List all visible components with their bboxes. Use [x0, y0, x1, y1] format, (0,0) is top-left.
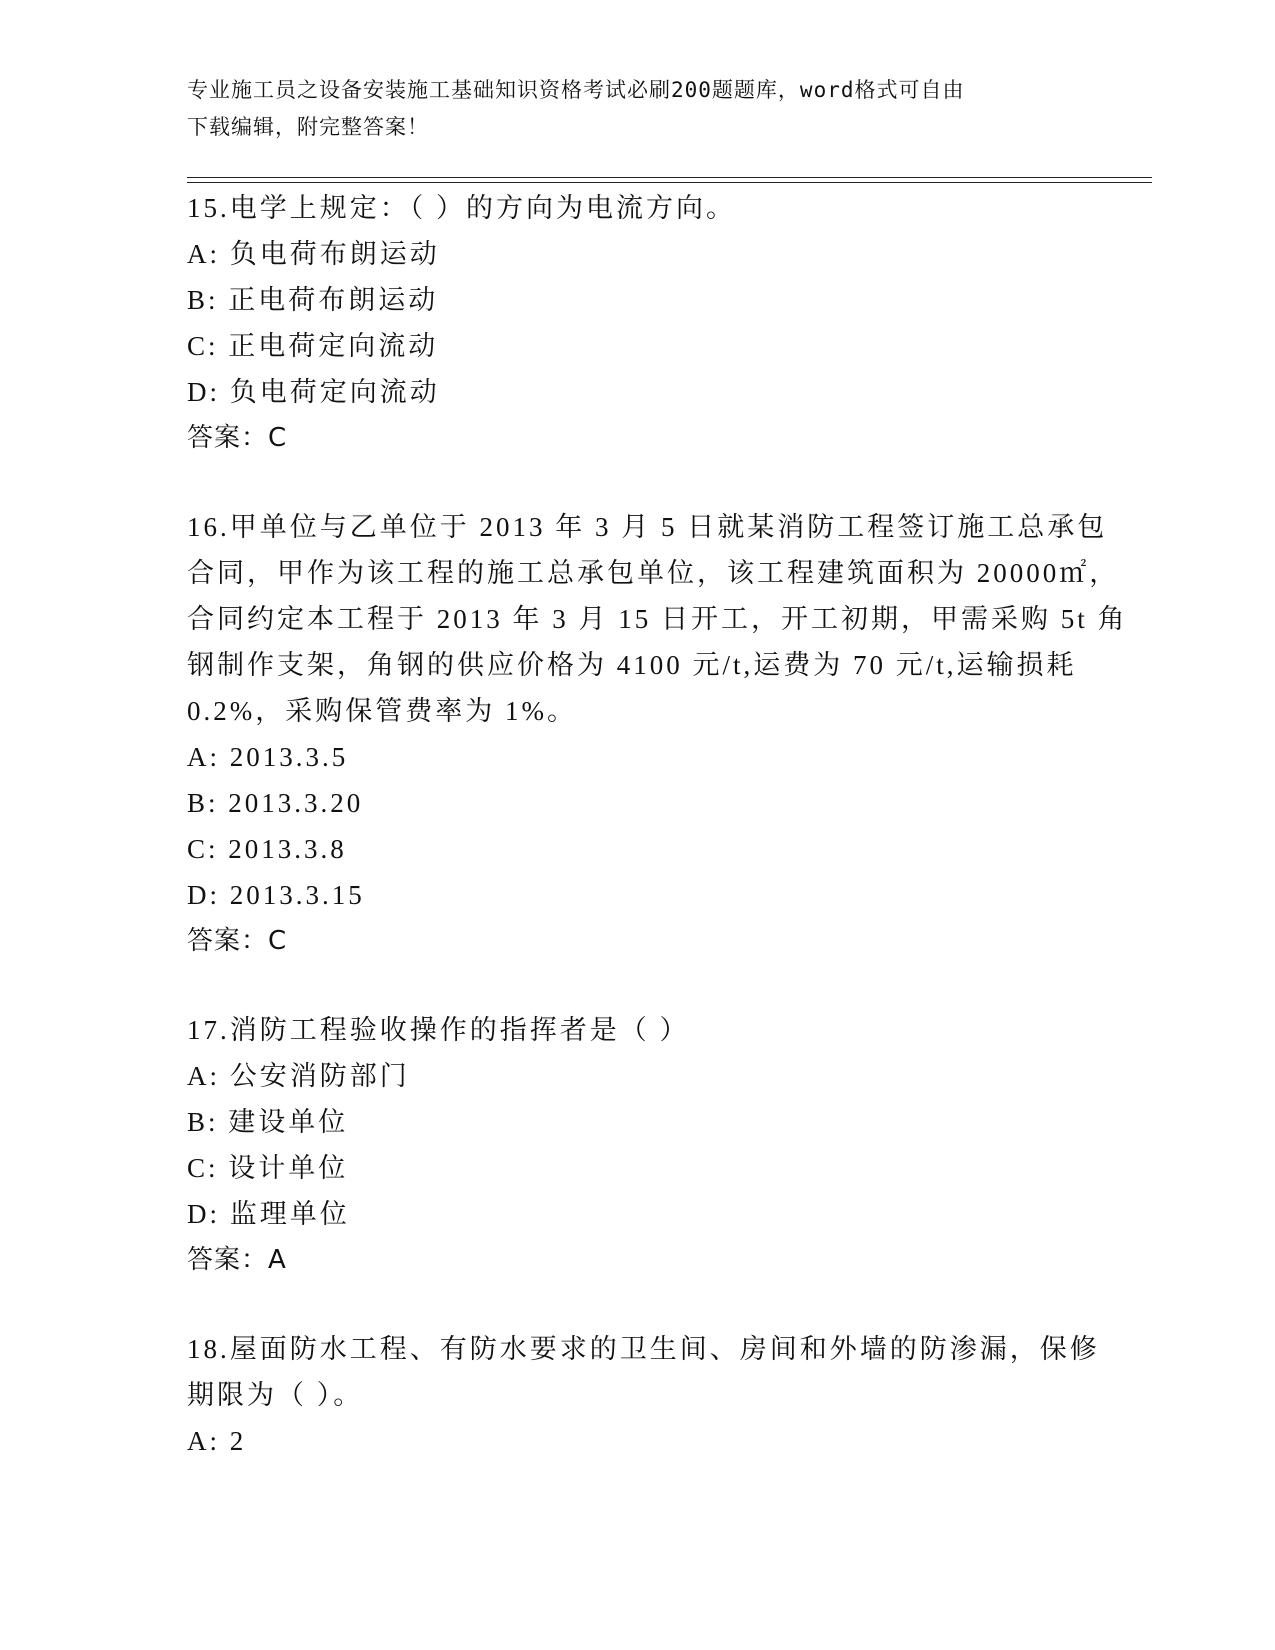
header-line-1: 专业施工员之设备安装施工基础知识资格考试必刷200题题库，word格式可自由	[187, 78, 965, 102]
option-a: A: 负电荷布朗运动	[187, 239, 440, 269]
header-divider-top	[187, 177, 1152, 178]
option-d: D: 负电荷定向流动	[187, 377, 440, 407]
question-stem-line: 0.2%，采购保管费率为 1%。	[187, 696, 577, 726]
header-divider-bottom	[187, 182, 1152, 183]
question-stem-line: 15.电学上规定：（ ）的方向为电流方向。	[187, 193, 736, 223]
option-a: A: 2013.3.5	[187, 742, 349, 772]
question-stem-line: 16.甲单位与乙单位于 2013 年 3 月 5 日就某消防工程签订施工总承包	[187, 512, 1108, 542]
question-stem-line: 合同，甲作为该工程的施工总承包单位，该工程建筑面积为 20000㎡，	[187, 558, 1120, 588]
question-18	[187, 1326, 1100, 1464]
option-c: C: 设计单位	[187, 1153, 349, 1183]
question-17	[187, 1007, 1087, 1283]
question-stem-line: 合同约定本工程于 2013 年 3 月 15 日开工，开工初期，甲需采购 5t 角	[187, 604, 1128, 634]
option-d: D: 监理单位	[187, 1199, 350, 1229]
option-a: A: 公安消防部门	[187, 1061, 410, 1091]
option-b: B: 2013.3.20	[187, 788, 364, 818]
option-c: C: 2013.3.8	[187, 834, 347, 864]
answer: 答案：C	[187, 926, 288, 956]
option-b: B: 建设单位	[187, 1107, 349, 1137]
question-stem-line: 17.消防工程验收操作的指挥者是（ ）	[187, 1015, 690, 1045]
option-d: D: 2013.3.15	[187, 880, 365, 910]
question-stem-line: 钢制作支架，角钢的供应价格为 4100 元/t,运费为 70 元/t,运输损耗	[187, 650, 1077, 680]
answer: 答案：A	[187, 1245, 287, 1275]
answer: 答案：C	[187, 423, 288, 453]
option-a: A: 2	[187, 1426, 247, 1456]
question-stem-line: 18.屋面防水工程、有防水要求的卫生间、房间和外墙的防渗漏，保修	[187, 1334, 1100, 1364]
question-stem-line: 期限为（ ）。	[187, 1380, 364, 1410]
option-b: B: 正电荷布朗运动	[187, 285, 439, 315]
question-list	[187, 185, 1128, 1464]
header-line-2: 下载编辑，附完整答案！	[187, 115, 429, 139]
option-c: C: 正电荷定向流动	[187, 331, 439, 361]
document-header	[187, 72, 1067, 146]
question-15	[187, 185, 1087, 461]
question-16	[187, 504, 1128, 964]
